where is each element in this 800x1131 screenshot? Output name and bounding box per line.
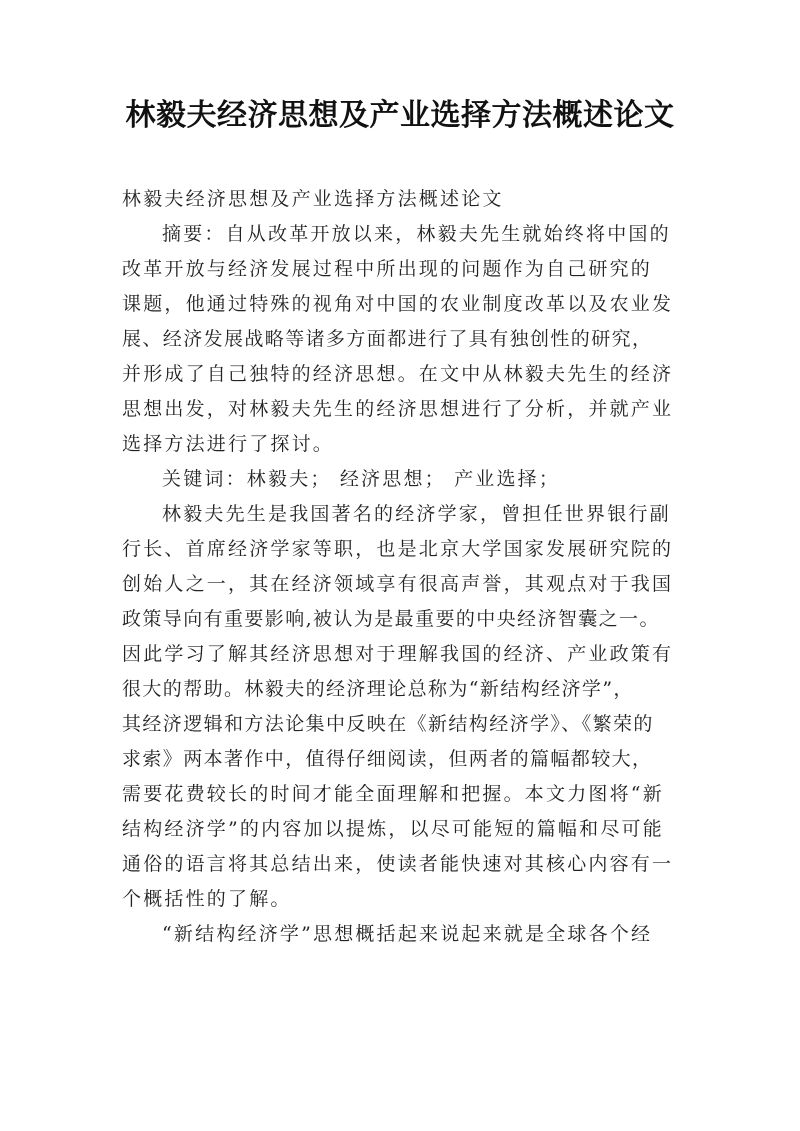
abstract-line: 展、经济发展战略等诸多方面都进行了具有独创性的研究，: [122, 328, 653, 350]
abstract-line: 并形成了自己独特的经济思想。在文中从林毅夫先生的经济: [122, 363, 674, 385]
abstract-line: 选择方法进行了探讨。: [122, 433, 335, 455]
abstract-line: 摘要：自从改革开放以来，林毅夫先生就始终将中国的: [162, 223, 671, 245]
keywords-line: 关键词：林毅夫； 经济思想； 产业选择；: [162, 468, 561, 490]
abstract-line: 思想出发，对林毅夫先生的经济思想进行了分析，并就产业: [122, 398, 674, 420]
subtitle-line: 林毅夫经济思想及产业选择方法概述论文: [122, 188, 504, 210]
document-title: 林毅夫经济思想及产业选择方法概述论文: [125, 98, 675, 133]
paragraph-line: 个概括性的了解。: [122, 888, 292, 910]
paragraph-line: 其经济逻辑和方法论集中反映在《新结构经济学》、《繁荣的: [122, 713, 654, 735]
paragraph-line: 创始人之一，其在经济领域享有很高声誉，其观点对于我国: [122, 573, 674, 595]
paragraph-line: 林毅夫先生是我国著名的经济学家，曾担任世界银行副: [162, 503, 671, 525]
paragraph-line: 行长、首席经济学家等职，也是北京大学国家发展研究院的: [122, 538, 674, 560]
paragraph-line: 很大的帮助。林毅夫的经济理论总称为“新结构经济学”，: [122, 678, 634, 700]
paragraph-line: 结构经济学”的内容加以提炼，以尽可能短的篇幅和尽可能: [122, 818, 664, 840]
paragraph-line: 通俗的语言将其总结出来，使读者能快速对其核心内容有一: [122, 853, 674, 875]
document-body: [122, 182, 682, 952]
abstract-line: 改革开放与经济发展过程中所出现的问题作为自己研究的: [122, 258, 653, 280]
paragraph-line: 需要花费较长的时间才能全面理解和把握。本文力图将“新: [122, 783, 664, 805]
paragraph-line: 因此学习了解其经济思想对于理解我国的经济、产业政策有: [122, 643, 674, 665]
abstract-line: 课题，他通过特殊的视角对中国的农业制度改革以及农业发: [122, 293, 674, 315]
paragraph-line: 求索》两本著作中，值得仔细阅读，但两者的篇幅都较大，: [122, 748, 653, 770]
paragraph-line: 政策导向有重要影响,被认为是最重要的中央经济智囊之一。: [122, 608, 660, 630]
paragraph-line: “新结构经济学”思想概括起来说起来就是全球各个经: [162, 923, 653, 945]
